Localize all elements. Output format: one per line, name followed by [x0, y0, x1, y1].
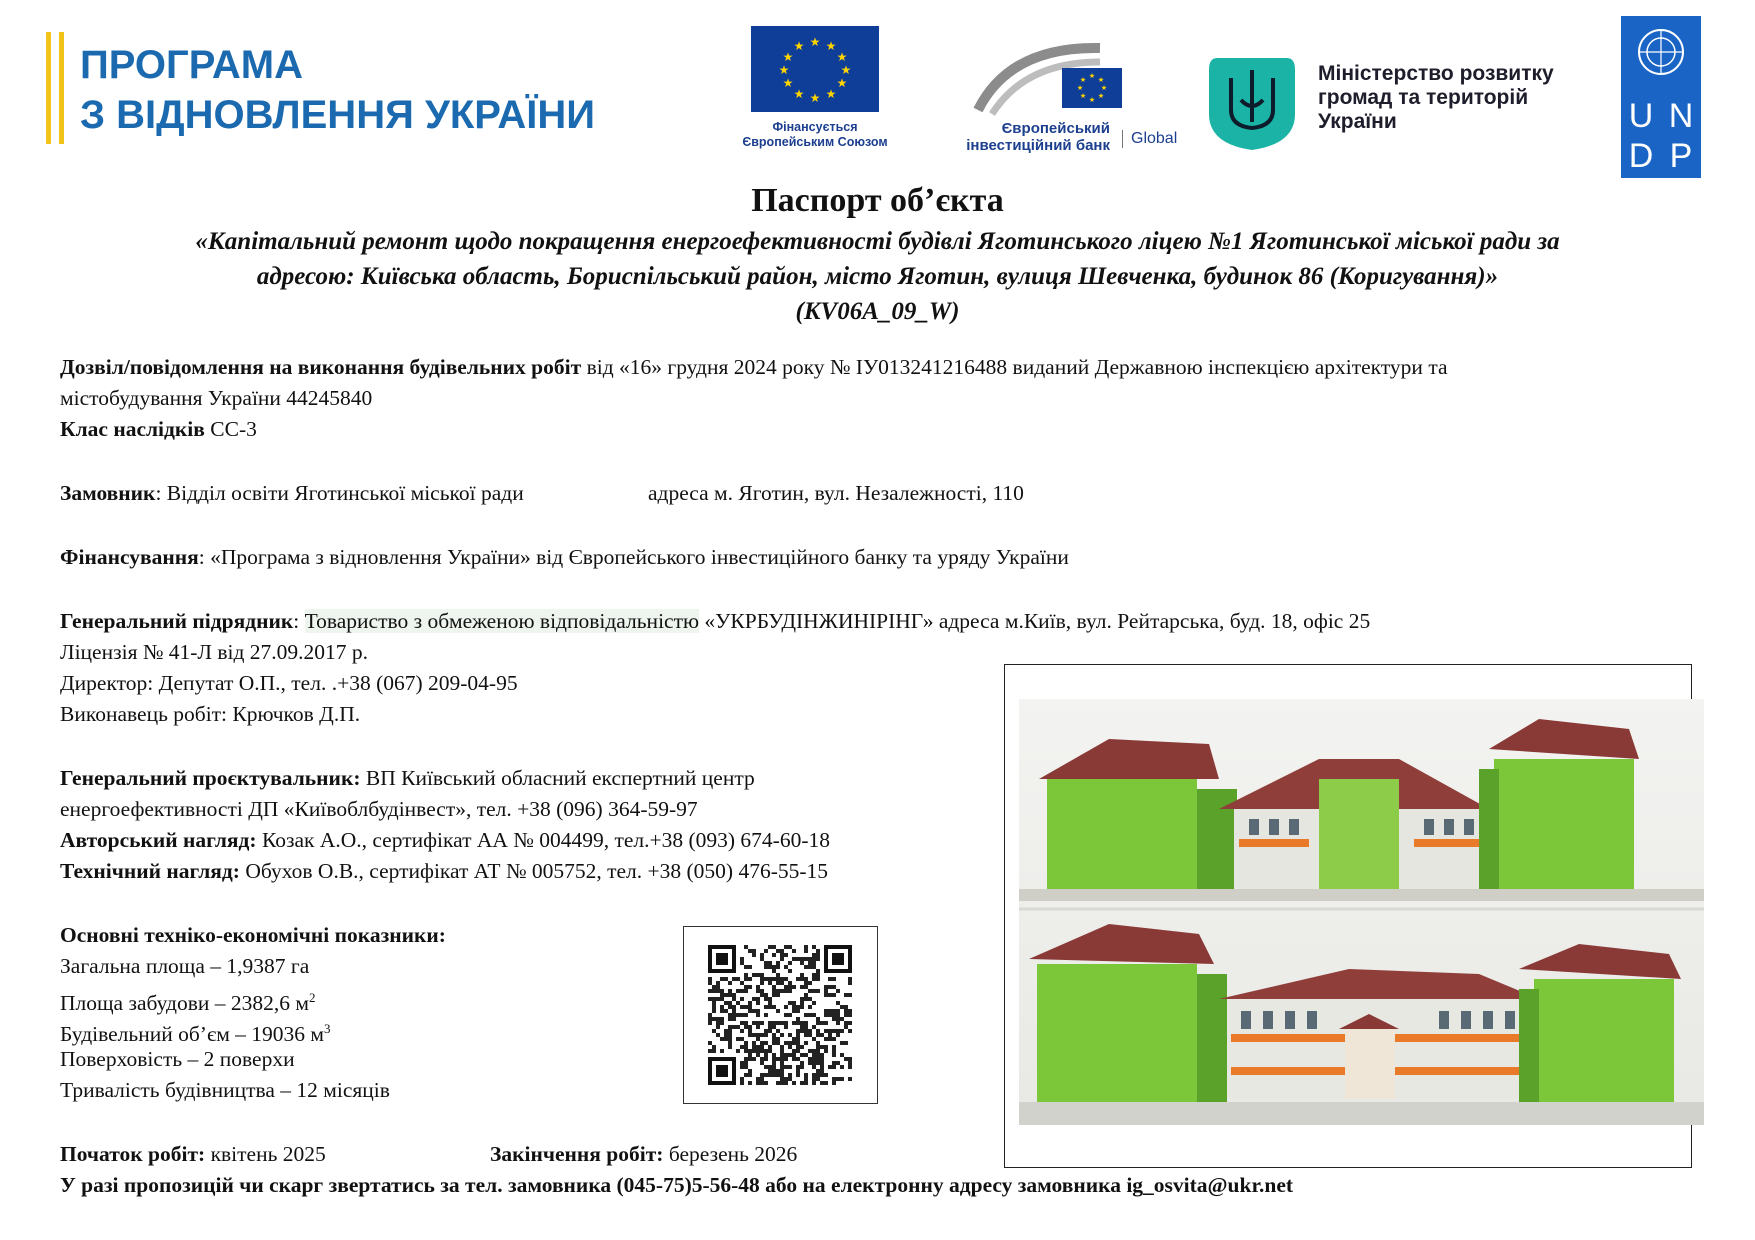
general-designer-value1: ВП Київський обласний експертний центр — [360, 766, 755, 790]
work-start — [60, 1139, 326, 1170]
author-supervision-label: Авторський нагляд: — [60, 828, 257, 852]
svg-text:★: ★ — [809, 91, 821, 105]
undp-letter-u: U — [1628, 97, 1654, 135]
undp-logo — [1621, 16, 1701, 178]
work-start-label: Початок робіт: — [60, 1142, 206, 1166]
eu-caption — [740, 120, 890, 150]
customer — [60, 478, 524, 509]
building-rendering-image — [1019, 699, 1704, 1125]
eib-caption-line2: інвестиційний банк — [966, 137, 1110, 154]
consequence-class-label: Клас наслідків — [60, 417, 205, 441]
program-title — [80, 40, 595, 140]
ministry-name — [1318, 62, 1618, 134]
svg-text:★: ★ — [1088, 96, 1096, 104]
author-supervision — [60, 825, 830, 856]
qr-code-icon — [708, 945, 852, 1085]
general-designer-label: Генеральний проєктувальник: — [60, 766, 361, 790]
work-end-label: Закінчення робіт: — [490, 1142, 664, 1166]
undp-letter-d: D — [1628, 137, 1654, 175]
license: Ліцензія № 41-Л від 27.09.2017 р. — [60, 640, 369, 664]
general-designer-line2: енергоефективності ДП «Київоблбудінвест», тел. +38 (096) 364-59-97 — [60, 797, 698, 821]
construction-duration: Тривалість будівництва – 12 місяців — [60, 1078, 390, 1102]
document-subtitle — [80, 224, 1675, 329]
subtitle-line2: адресою: Київська область, Бориспільський район, місто Яготин, вулиця Шевченка, будинок 86 (Коригування)» — [256, 263, 1499, 290]
eu-logo — [740, 26, 890, 150]
program-title-line2: З ВІДНОВЛЕННЯ УКРАЇНИ — [80, 93, 595, 137]
customer-address: адреса м. Яготин, вул. Незалежності, 110 — [648, 481, 1024, 505]
program-title-line1: ПРОГРАМА — [80, 43, 303, 87]
building-area-text: Площа забудови – 2382,6 м — [60, 991, 309, 1016]
svg-text:★: ★ — [1079, 76, 1087, 84]
subtitle-line1: «Капітальний ремонт щодо покращення енергоефективності будівлі Яготинського ліцею №1 Яготинської міської ради за — [195, 228, 1560, 255]
eib-caption-line1: Європейський — [1001, 120, 1110, 137]
svg-text:★: ★ — [778, 63, 790, 77]
svg-text:★: ★ — [793, 87, 805, 101]
document-title: Паспорт об’єкта — [751, 182, 1004, 219]
un-emblem-icon — [1635, 26, 1687, 78]
general-designer — [60, 763, 755, 794]
technical-supervision — [60, 856, 828, 887]
permit-text1: від «16» грудня 2024 року № ІУ013241216488 виданий Державною інспекцією архітектури та — [581, 355, 1448, 379]
financing-label: Фінансування — [60, 545, 199, 569]
object-code: (KV06A_09_W) — [795, 298, 960, 325]
customer-label: Замовник — [60, 481, 156, 505]
technical-supervision-label: Технічний нагляд: — [60, 859, 240, 883]
program-accent-bars — [46, 32, 66, 144]
undp-letter-p: P — [1669, 137, 1693, 175]
eu-caption-line2: Європейським Союзом — [742, 135, 888, 149]
undp-letter-n: N — [1668, 97, 1694, 135]
work-end-value: березень 2026 — [663, 1142, 798, 1166]
building-area-unit-sup: 2 — [308, 990, 316, 1005]
director: Директор: Депутат О.П., тел. .+38 (067) 209-04-95 — [60, 671, 518, 695]
svg-text:★: ★ — [809, 35, 821, 49]
svg-text:★: ★ — [825, 39, 837, 53]
executor: Виконавець робіт: Крючков Д.П. — [60, 702, 361, 726]
svg-text:★: ★ — [1076, 84, 1084, 92]
ministry-name-line1: Міністерство розвитку — [1318, 62, 1554, 85]
eib-logo — [940, 40, 1180, 160]
svg-text:★: ★ — [836, 50, 848, 64]
general-contractor-rest: «УКРБУДІНЖИНІРІНГ» адреса м.Київ, вул. Рейтарська, буд. 18, офіс 25 — [699, 609, 1371, 633]
contact-line — [60, 1170, 1293, 1201]
indicators-heading — [60, 920, 446, 951]
customer-value: : Відділ освіти Яготинської міської ради — [155, 481, 524, 505]
qr-code-frame — [683, 926, 878, 1104]
ministry-name-line2: громад та територій — [1318, 86, 1529, 109]
svg-text:★: ★ — [1097, 76, 1105, 84]
financing — [60, 542, 1069, 573]
svg-text:★: ★ — [782, 50, 794, 64]
ministry-trident-logo — [1207, 52, 1297, 152]
building-volume-text: Будівельний об’єм – 19036 м — [60, 1022, 325, 1047]
svg-text:★: ★ — [782, 76, 794, 90]
technical-supervision-value: Обухов О.В., сертифікат АТ № 005752, тел. +38 (050) 476-55-15 — [239, 859, 829, 883]
author-supervision-value: Козак А.О., сертифікат АА № 004499, тел.+38 (093) 674-60-18 — [256, 828, 831, 852]
svg-text:★: ★ — [836, 76, 848, 90]
eu-flag-icon — [751, 26, 879, 112]
general-contractor-colon: : — [293, 609, 305, 633]
permit-line1 — [60, 352, 1448, 383]
svg-text:★: ★ — [1100, 84, 1108, 92]
building-rendering-frame — [1004, 664, 1692, 1168]
consequence-class-value: СС-3 — [204, 417, 257, 441]
indicators-heading-text: Основні техніко-економічні показники: — [60, 923, 446, 947]
eib-global-label: Global — [1122, 130, 1177, 148]
svg-text:★: ★ — [840, 63, 852, 77]
work-end — [490, 1139, 797, 1170]
permit-label: Дозвіл/повідомлення на виконання будівельних робіт — [60, 355, 582, 379]
eib-caption — [940, 120, 1110, 154]
floors: Поверховість – 2 поверхи — [60, 1047, 295, 1071]
svg-text:★: ★ — [1079, 92, 1087, 100]
general-contractor-type: Товариство з обмеженою відповідальністю — [304, 609, 700, 633]
consequence-class — [60, 414, 257, 445]
building-volume-unit-sup: 3 — [324, 1021, 331, 1036]
permit-line2: містобудування України 44245840 — [60, 386, 373, 410]
svg-text:★: ★ — [793, 39, 805, 53]
eu-caption-line1: Фінансується — [772, 120, 858, 134]
general-contractor-label: Генеральний підрядник — [60, 609, 294, 633]
svg-text:★: ★ — [825, 87, 837, 101]
ministry-name-line3: України — [1318, 110, 1397, 133]
contact-line-text: У разі пропозицій чи скарг звертатись за тел. замовника (045-75)5-56-48 або на електронну адресу замовника ig_osvita@ukr.net — [60, 1173, 1294, 1197]
work-start-value: квітень 2025 — [205, 1142, 326, 1166]
svg-text:★: ★ — [1088, 72, 1096, 80]
total-area: Загальна площа – 1,9387 га — [60, 954, 310, 978]
general-contractor — [60, 606, 1370, 637]
eib-arc-icon — [970, 40, 1160, 120]
financing-value: : «Програма з відновлення України» від Європейського інвестиційного банку та уряду України — [198, 545, 1069, 569]
svg-text:★: ★ — [1097, 92, 1105, 100]
